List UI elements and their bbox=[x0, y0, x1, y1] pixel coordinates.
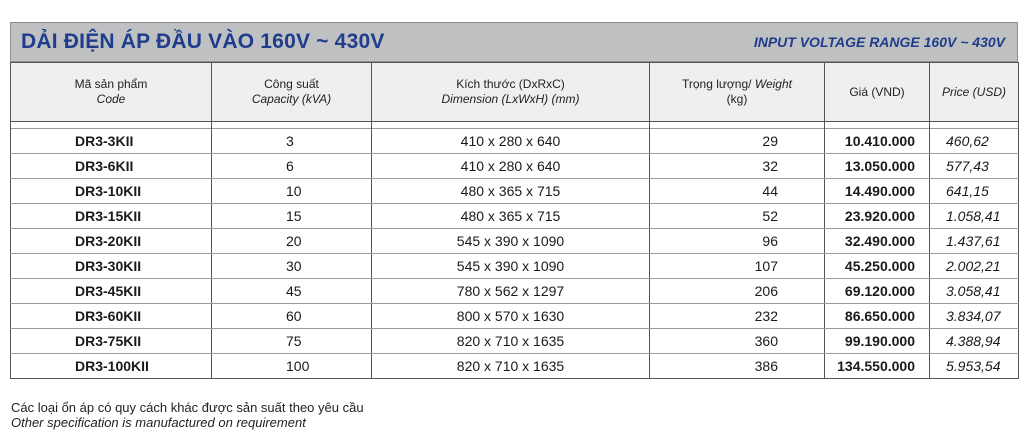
cell-dimension: 545 x 390 x 1090 bbox=[372, 254, 650, 279]
cell-price-vnd: 99.190.000 bbox=[825, 329, 930, 354]
cell-capacity: 10 bbox=[212, 179, 372, 204]
table-row bbox=[11, 229, 1019, 254]
cell-dimension: 480 x 365 x 715 bbox=[372, 179, 650, 204]
footnote-en: Other specification is manufactured on requirement bbox=[11, 415, 306, 430]
header-capacity-vn: Công suất bbox=[264, 77, 319, 91]
cell-code: DR3-3KII bbox=[11, 129, 212, 154]
price-table bbox=[10, 62, 1019, 379]
cell-capacity: 3 bbox=[212, 129, 372, 154]
table-body bbox=[11, 129, 1019, 379]
header-weight-vn-italic: Weight bbox=[754, 77, 792, 91]
banner-title-vn: DẢI ĐIỆN ÁP ĐẦU VÀO 160V ~ 430V bbox=[21, 30, 385, 53]
table-row bbox=[11, 329, 1019, 354]
cell-price-vnd: 32.490.000 bbox=[825, 229, 930, 254]
cell-capacity: 20 bbox=[212, 229, 372, 254]
cell-code: DR3-6KII bbox=[11, 154, 212, 179]
cell-code: DR3-15KII bbox=[11, 204, 212, 229]
cell-price-vnd: 14.490.000 bbox=[825, 179, 930, 204]
header-price-vnd: Giá (VND) bbox=[825, 63, 930, 122]
header-spacer bbox=[11, 122, 1019, 129]
table-row bbox=[11, 154, 1019, 179]
cell-dimension: 800 x 570 x 1630 bbox=[372, 304, 650, 329]
cell-weight: 96 bbox=[650, 229, 825, 254]
cell-code: DR3-10KII bbox=[11, 179, 212, 204]
cell-capacity: 60 bbox=[212, 304, 372, 329]
cell-price-vnd: 23.920.000 bbox=[825, 204, 930, 229]
cell-dimension: 410 x 280 x 640 bbox=[372, 129, 650, 154]
cell-price-usd: 460,62 bbox=[930, 129, 1019, 154]
table-row bbox=[11, 279, 1019, 304]
table-row bbox=[11, 204, 1019, 229]
header-capacity-en: Capacity (kVA) bbox=[251, 92, 332, 106]
cell-price-vnd: 10.410.000 bbox=[825, 129, 930, 154]
cell-price-vnd: 134.550.000 bbox=[825, 354, 930, 379]
banner-title-en: INPUT VOLTAGE RANGE 160V ~ 430V bbox=[753, 34, 1005, 50]
cell-price-usd: 4.388,94 bbox=[930, 329, 1019, 354]
header-code-vn: Mã sản phẩm bbox=[74, 77, 148, 91]
footnote bbox=[11, 400, 364, 430]
cell-dimension: 780 x 562 x 1297 bbox=[372, 279, 650, 304]
cell-code: DR3-100KII bbox=[11, 354, 212, 379]
header-capacity bbox=[212, 63, 372, 122]
header-weight-en: (kg) bbox=[726, 92, 748, 106]
header-weight bbox=[650, 63, 825, 122]
header-dimension-vn: Kích thước (DxRxC) bbox=[456, 77, 565, 91]
cell-dimension: 545 x 390 x 1090 bbox=[372, 229, 650, 254]
cell-code: DR3-30KII bbox=[11, 254, 212, 279]
cell-weight: 52 bbox=[650, 204, 825, 229]
table-row bbox=[11, 179, 1019, 204]
cell-code: DR3-75KII bbox=[11, 329, 212, 354]
cell-weight: 386 bbox=[650, 354, 825, 379]
cell-weight: 44 bbox=[650, 179, 825, 204]
cell-price-usd: 577,43 bbox=[930, 154, 1019, 179]
cell-price-usd: 5.953,54 bbox=[930, 354, 1019, 379]
cell-dimension: 820 x 710 x 1635 bbox=[372, 329, 650, 354]
cell-weight: 107 bbox=[650, 254, 825, 279]
cell-price-usd: 3.834,07 bbox=[930, 304, 1019, 329]
cell-price-vnd: 13.050.000 bbox=[825, 154, 930, 179]
header-dimension bbox=[372, 63, 650, 122]
header-weight-vn: Trọng lượng/ bbox=[682, 77, 752, 91]
cell-capacity: 45 bbox=[212, 279, 372, 304]
cell-dimension: 410 x 280 x 640 bbox=[372, 154, 650, 179]
table-row bbox=[11, 129, 1019, 154]
cell-price-vnd: 45.250.000 bbox=[825, 254, 930, 279]
cell-price-usd: 1.058,41 bbox=[930, 204, 1019, 229]
price-sheet bbox=[10, 22, 1018, 379]
cell-price-usd: 641,15 bbox=[930, 179, 1019, 204]
cell-dimension: 820 x 710 x 1635 bbox=[372, 354, 650, 379]
header-price-usd: Price (USD) bbox=[930, 63, 1019, 122]
cell-weight: 32 bbox=[650, 154, 825, 179]
cell-price-usd: 2.002,21 bbox=[930, 254, 1019, 279]
cell-weight: 232 bbox=[650, 304, 825, 329]
cell-code: DR3-60KII bbox=[11, 304, 212, 329]
cell-weight: 360 bbox=[650, 329, 825, 354]
cell-capacity: 75 bbox=[212, 329, 372, 354]
cell-price-vnd: 86.650.000 bbox=[825, 304, 930, 329]
cell-price-usd: 1.437,61 bbox=[930, 229, 1019, 254]
cell-code: DR3-20KII bbox=[11, 229, 212, 254]
table-row bbox=[11, 354, 1019, 379]
cell-price-vnd: 69.120.000 bbox=[825, 279, 930, 304]
header-code-en: Code bbox=[96, 92, 126, 106]
table-row bbox=[11, 254, 1019, 279]
cell-price-usd: 3.058,41 bbox=[930, 279, 1019, 304]
table-header-row bbox=[11, 63, 1019, 122]
cell-dimension: 480 x 365 x 715 bbox=[372, 204, 650, 229]
cell-capacity: 30 bbox=[212, 254, 372, 279]
table-row bbox=[11, 304, 1019, 329]
header-dimension-en: Dimension (LxWxH) (mm) bbox=[441, 92, 580, 106]
header-code bbox=[11, 63, 212, 122]
cell-capacity: 100 bbox=[212, 354, 372, 379]
cell-weight: 29 bbox=[650, 129, 825, 154]
section-banner bbox=[10, 22, 1018, 62]
cell-capacity: 15 bbox=[212, 204, 372, 229]
cell-capacity: 6 bbox=[212, 154, 372, 179]
cell-code: DR3-45KII bbox=[11, 279, 212, 304]
footnote-vn: Các loại ổn áp có quy cách khác được sản suất theo yêu cầu bbox=[11, 400, 364, 415]
cell-weight: 206 bbox=[650, 279, 825, 304]
